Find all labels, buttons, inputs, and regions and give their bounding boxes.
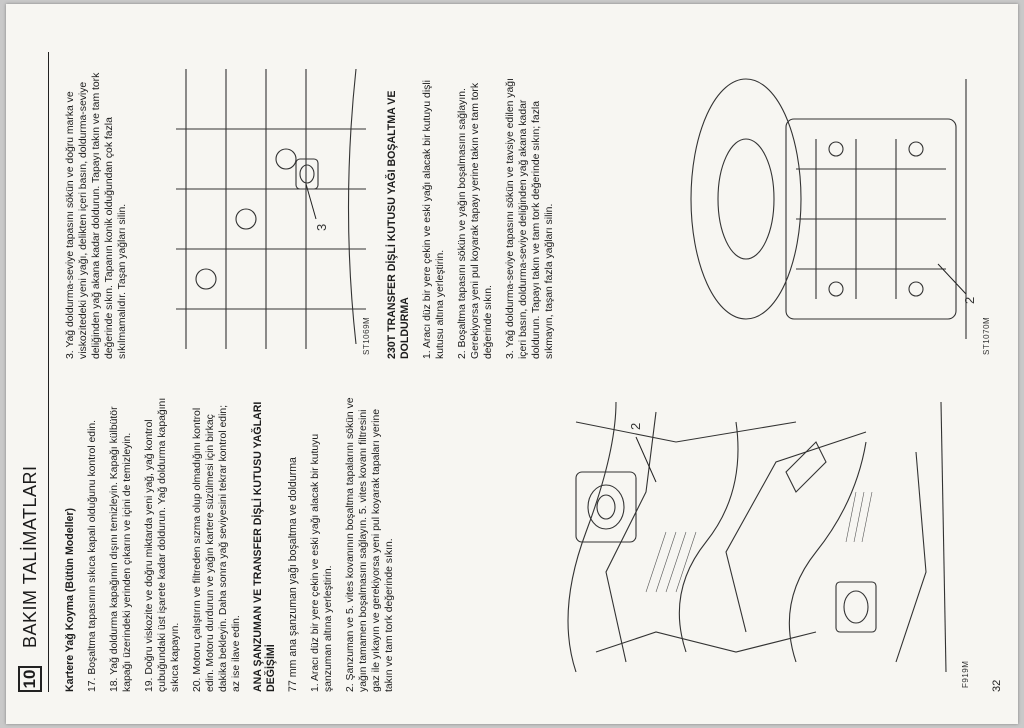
page-number: 32 <box>991 679 1003 692</box>
page-header <box>16 52 49 692</box>
rotated-sheet <box>6 4 1018 724</box>
transfer-step-3: 3. Yağ doldurma-seviye tapasını sökün ve tavsiye edilen yağı içeri basın, doldurma-seviye deliğinden yağ akana kadar doldurun. Tapayı takın ve tam tork değerinde sıkın; fazla sıkmayın, taşan fazla yağları silin. <box>505 78 555 359</box>
section-title: BAKIM TALİMATLARI <box>20 465 40 648</box>
fig1-label: F919M <box>961 660 970 688</box>
heading-gearbox-oil: ANA ŞANZUMAN VE TRANSFER DİŞLİ KUTUSU YAĞLARI DEĞİŞİMİ <box>252 401 277 692</box>
gearbox-drawing <box>536 392 976 692</box>
fig2-callout: 3 <box>314 223 329 231</box>
subheading-77mm: 77 mm ana şanzuman yağı boşaltma ve doldurma <box>287 457 299 692</box>
fig3-label: ST1070M <box>982 316 991 355</box>
step-20: 20. Motoru çalıştırın ve filtreden sızma olup olmadığını kontrol edin. Motoru durdurun ve yağın kartere süzülmesi için birkaç dakika bekleyin. Daha sonra yağ seviyesini tekrar kontrol edin; az ise ilave edin. <box>192 404 242 692</box>
gearbox-step-1: 1. Aracı düz bir yere çekin ve eski yağı alacak bir kutuyu şanzuman altına yerleştirin. <box>310 433 334 692</box>
column-right-text <box>64 59 138 359</box>
fig1-callout: 2 <box>628 422 643 430</box>
heading-oil-fill: Kartere Yağ Koyma (Bütün Modeller) <box>64 507 76 692</box>
fig3-callout: 2 <box>962 296 977 304</box>
section-number-box: 10 <box>18 666 42 692</box>
scanned-page <box>6 4 1018 724</box>
transfer-box-text <box>386 59 565 359</box>
transfer-step-1: 1. Aracı düz bir yere çekin ve eski yağı alacak bir kutuyu dişli kutusu altına yerleştirin. <box>422 80 446 359</box>
heading-transfer-box: 230T TRANSFER DİŞLİ KUTUSU YAĞI BOŞALTMA VE DOLDURMA <box>386 90 411 359</box>
figure-gearbox-drain <box>536 392 976 692</box>
figure-transfer-box <box>666 59 996 359</box>
transfer-box-drawing <box>666 59 996 359</box>
step-18: 18. Yağ doldurma kapağının dışını temizleyin. Kapağı külbütör kapağı üzerindeki yerinden çıkarın ve içini de temizleyin. <box>109 406 133 692</box>
step-19: 19. Doğru viskozite ve doğru miktarda yeni yağ, yağ kontrol çubuğundaki üst işarete kadar doldurun. Yağ doldurma kapağını sıkıca kapayın. <box>144 397 181 692</box>
gearbox-step-2: 2. Şanzuman ve 5. vites kovanının boşaltma tapalarını sökün ve yağın tamamen boşalmasını sağlayın. 5. vites kovanı filtresini gaz ile yıkayın ve gerekiyorsa yeni pul koyarak tapaları yerine takın ve tam tork değerinde sıkın. <box>345 397 395 692</box>
figure-fill-plug <box>166 59 376 359</box>
fill-plug-drawing <box>166 59 376 359</box>
step-17: 17. Boşaltma tapasının sıkıca kapalı olduğunu kontrol edin. <box>87 419 98 692</box>
fig2-label: ST1069M <box>362 316 371 355</box>
gearbox-step-3: 3. Yağ doldurma-seviye tapasını sökün ve doğru markа ve viskozitedeki yeni yağı, delikten içeri basın, doldurma-seviye deliğinden yağ akana kadar doldurun. Tapayı takın ve tam tork değerinde sıkın. Tapanın konik olduğundan çok fazla sıkılmamalıdır. Taşan yağları silin. <box>65 72 128 359</box>
column-left-text <box>64 392 405 692</box>
transfer-step-2: 2. Boşaltma tapasını sökün ve yağın boşalmasını sağlayın. Gerekiyorsa yeni pul koyarak tapayı yerine takın ve tam tork değerinde sıkın. <box>457 82 494 359</box>
